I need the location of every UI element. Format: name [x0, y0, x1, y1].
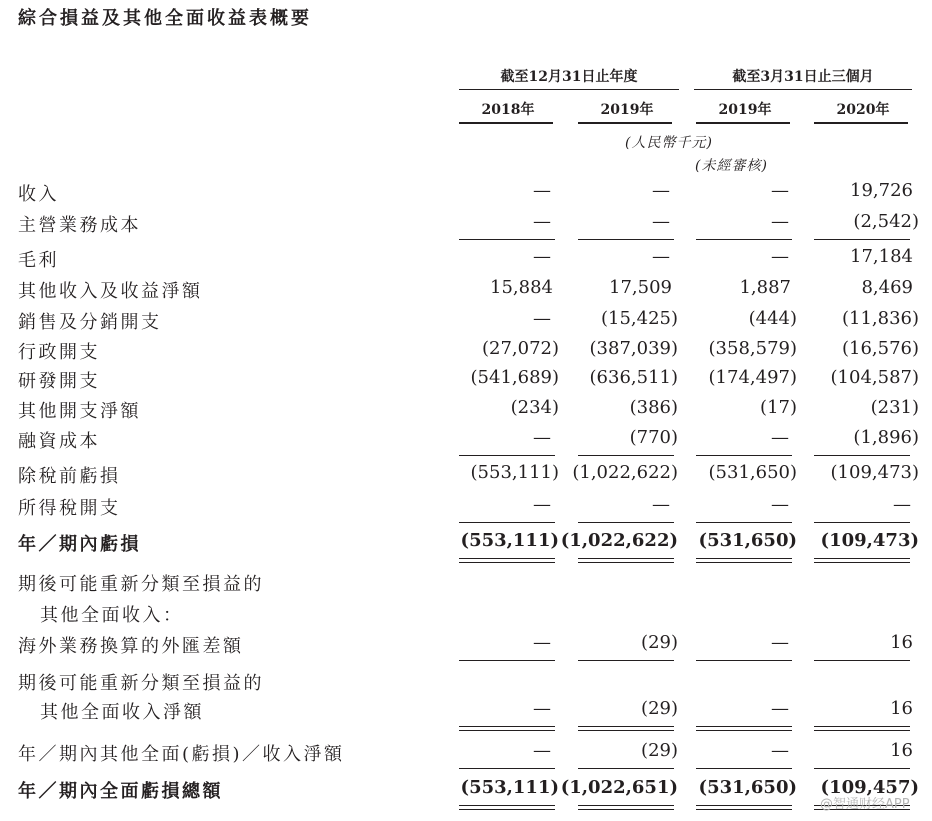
- table-cell: (27,072): [481, 338, 559, 359]
- subtotal-rule: [459, 522, 555, 523]
- statement-title: 綜合損益及其他全面收益表概要: [18, 8, 312, 29]
- table-cell: (531,650): [708, 462, 797, 483]
- row-label: 年／期內虧損: [18, 534, 141, 555]
- unaudited-note: (未經審核): [695, 158, 768, 174]
- table-cell: —: [533, 740, 551, 761]
- table-cell: 16: [890, 698, 913, 719]
- row-label: 年／期內全面虧損總額: [18, 781, 223, 802]
- subtotal-rule: [459, 455, 555, 456]
- subtotal-rule: [578, 768, 674, 769]
- subtotal-rule: [814, 660, 910, 661]
- table-cell: (231): [870, 397, 919, 418]
- row-label: 其他收入及收益淨額: [18, 281, 203, 302]
- column-header-2018: 2018年: [481, 102, 535, 118]
- table-cell: (104,587): [830, 367, 919, 388]
- row-label: 收入: [18, 184, 59, 205]
- row-label: 所得稅開支: [18, 498, 121, 519]
- subtotal-rule: [696, 522, 792, 523]
- table-cell: —: [652, 246, 670, 267]
- row-label: 融資成本: [18, 431, 100, 452]
- column-header-rule: [578, 122, 672, 124]
- table-cell: (29): [641, 740, 678, 761]
- table-cell: 16: [890, 632, 913, 653]
- row-label: 銷售及分銷開支: [18, 312, 162, 333]
- subtotal-rule: [578, 660, 674, 661]
- row-label: 毛利: [18, 250, 59, 271]
- table-cell: —: [533, 427, 551, 448]
- table-cell: —: [652, 494, 670, 515]
- subtotal-rule: [696, 239, 792, 240]
- table-cell: (234): [510, 397, 559, 418]
- table-cell: —: [771, 632, 789, 653]
- table-cell: 1,887: [739, 277, 791, 298]
- table-cell: (174,497): [708, 367, 797, 388]
- table-cell: —: [533, 698, 551, 719]
- table-cell: —: [652, 211, 670, 232]
- table-cell: (109,473): [830, 462, 919, 483]
- table-cell: —: [771, 698, 789, 719]
- subtotal-rule: [696, 768, 792, 769]
- table-cell: 15,884: [490, 277, 553, 298]
- currency-unit-note: (人民幣千元): [625, 135, 713, 151]
- table-cell: (553,111): [470, 462, 559, 483]
- column-header-rule: [696, 122, 790, 124]
- table-cell: (387,039): [589, 338, 678, 359]
- total-double-rule: [578, 558, 674, 563]
- column-header-rule: [459, 122, 553, 124]
- table-cell: (17): [760, 397, 797, 418]
- total-double-rule: [459, 805, 555, 810]
- table-cell: (531,650): [698, 530, 797, 551]
- row-label: 其他全面收入：: [40, 605, 184, 626]
- column-group-annual: 截至12月31日止年度: [500, 69, 638, 85]
- total-double-rule: [459, 726, 555, 731]
- table-cell: 19,726: [850, 180, 913, 201]
- total-double-rule: [696, 558, 792, 563]
- total-double-rule: [696, 805, 792, 810]
- table-cell: (1,022,622): [572, 462, 678, 483]
- table-cell: (1,022,622): [560, 530, 678, 551]
- row-label: 主營業務成本: [18, 215, 141, 236]
- table-cell: (29): [641, 632, 678, 653]
- total-double-rule: [578, 805, 674, 810]
- subtotal-rule: [814, 522, 910, 523]
- table-cell: —: [533, 211, 551, 232]
- row-label: 期後可能重新分類至損益的: [18, 574, 264, 595]
- table-cell: (16,576): [841, 338, 919, 359]
- table-cell: (29): [641, 698, 678, 719]
- table-cell: (1,896): [853, 427, 919, 448]
- subtotal-rule: [814, 768, 910, 769]
- table-cell: —: [533, 494, 551, 515]
- table-cell: —: [533, 246, 551, 267]
- table-cell: (636,511): [589, 367, 678, 388]
- column-header-2019-q1: 2019年: [718, 102, 772, 118]
- row-label: 其他開支淨額: [18, 401, 141, 422]
- subtotal-rule: [578, 455, 674, 456]
- total-double-rule: [814, 558, 910, 563]
- total-double-rule: [814, 726, 910, 731]
- table-cell: —: [533, 308, 551, 329]
- table-cell: (770): [629, 427, 678, 448]
- subtotal-rule: [459, 768, 555, 769]
- column-header-2019: 2019年: [600, 102, 654, 118]
- row-label: 其他全面收入淨額: [40, 702, 204, 723]
- table-cell: —: [771, 246, 789, 267]
- subtotal-rule: [814, 455, 910, 456]
- table-cell: 17,184: [850, 246, 913, 267]
- total-double-rule: [459, 558, 555, 563]
- table-cell: (11,836): [841, 308, 919, 329]
- row-label: 除稅前虧損: [18, 466, 121, 487]
- total-double-rule: [578, 726, 674, 731]
- table-cell: —: [771, 494, 789, 515]
- table-cell: (358,579): [708, 338, 797, 359]
- column-group-quarter: 截至3月31日止三個月: [732, 69, 874, 85]
- table-cell: (541,689): [470, 367, 559, 388]
- table-cell: —: [533, 180, 551, 201]
- column-header-rule: [814, 122, 908, 124]
- subtotal-rule: [814, 239, 910, 240]
- table-cell: 17,509: [609, 277, 672, 298]
- subtotal-rule: [696, 455, 792, 456]
- subtotal-rule: [459, 239, 555, 240]
- column-group-quarter-rule: [694, 89, 912, 90]
- table-cell: (531,650): [698, 777, 797, 798]
- table-cell: (109,473): [820, 530, 919, 551]
- table-cell: —: [771, 180, 789, 201]
- row-label: 期後可能重新分類至損益的: [18, 673, 264, 694]
- table-cell: 8,469: [861, 277, 913, 298]
- row-label: 海外業務換算的外匯差額: [18, 636, 244, 657]
- row-label: 年／期內其他全面(虧損)／收入淨額: [18, 744, 345, 765]
- table-cell: —: [771, 740, 789, 761]
- subtotal-rule: [578, 522, 674, 523]
- table-cell: —: [771, 427, 789, 448]
- table-cell: —: [652, 180, 670, 201]
- table-cell: (386): [629, 397, 678, 418]
- table-cell: (15,425): [600, 308, 678, 329]
- column-header-2020-q1: 2020年: [836, 102, 890, 118]
- watermark: @智通财经APP: [820, 797, 910, 812]
- table-cell: (1,022,651): [560, 777, 678, 798]
- table-cell: —: [893, 494, 911, 515]
- table-cell: (553,111): [460, 777, 559, 798]
- table-cell: (553,111): [460, 530, 559, 551]
- table-cell: (109,457): [820, 777, 919, 798]
- row-label: 研發開支: [18, 371, 100, 392]
- table-cell: 16: [890, 740, 913, 761]
- table-cell: (444): [748, 308, 797, 329]
- subtotal-rule: [696, 660, 792, 661]
- table-cell: (2,542): [853, 211, 919, 232]
- column-group-annual-rule: [459, 89, 679, 90]
- subtotal-rule: [578, 239, 674, 240]
- table-cell: —: [771, 211, 789, 232]
- total-double-rule: [696, 726, 792, 731]
- subtotal-rule: [459, 660, 555, 661]
- table-cell: —: [533, 632, 551, 653]
- row-label: 行政開支: [18, 342, 100, 363]
